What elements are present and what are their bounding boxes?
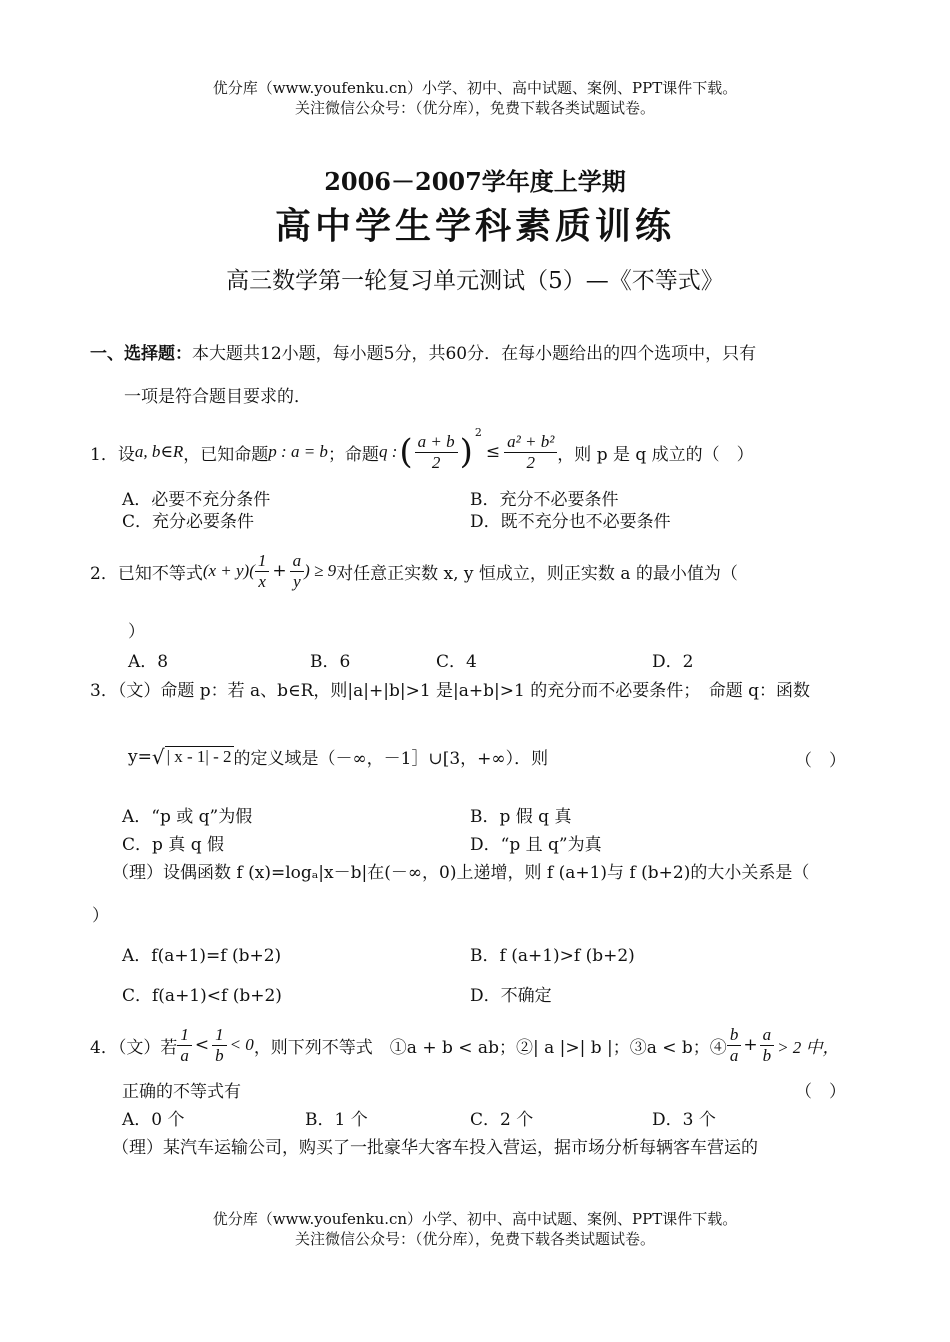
q1-paren-right: ) bbox=[459, 432, 473, 472]
q4-lt0: < 0 bbox=[229, 1035, 254, 1054]
q4-li-line: （理）某汽车运输公司，购买了一批豪华大客车投入营运，据市场分析每辆客车营运的 bbox=[112, 1138, 758, 1158]
title-main: 高中学生学科素质训练 bbox=[274, 205, 675, 247]
q3-option-d: D．“p 且 q”为真 bbox=[470, 835, 602, 855]
question-1 bbox=[90, 424, 754, 480]
q1-option-b: B．充分不必要条件 bbox=[470, 490, 619, 510]
q3-option-b: B．p 假 q 真 bbox=[470, 807, 572, 827]
q4-frac-2: $\frac{1}{b}$ bbox=[212, 1025, 227, 1066]
q2-expr1: (x + y)( bbox=[202, 561, 255, 580]
q3-function bbox=[128, 744, 548, 769]
q4-option-a: A．0 个 bbox=[122, 1110, 185, 1130]
q3-li-close: ） bbox=[92, 906, 109, 926]
q1-lead: 1．设 bbox=[90, 444, 135, 465]
q1-vars: a, b∈R bbox=[134, 442, 184, 461]
q3-y: y= bbox=[128, 746, 152, 767]
q3-li-option-b: B．f (a+1)>f (b+2) bbox=[470, 946, 635, 966]
q4-gt2: > 2 中， bbox=[777, 1037, 840, 1057]
q2-plus: + bbox=[272, 561, 287, 581]
header-line-1: 优分库（www.youfenku.cn）小学、初中、高中试题、案例、PPT课件下载。 bbox=[212, 79, 738, 97]
q2-option-c: C．4 bbox=[436, 652, 477, 672]
q4-lead: 4．（文）若 bbox=[90, 1037, 178, 1058]
q1-prop-p: p : a = b bbox=[268, 442, 328, 461]
q1-option-c: C．充分必要条件 bbox=[122, 512, 255, 532]
q2-frac-2: $\frac{a}{y}$ bbox=[290, 551, 305, 592]
footer-line-2: 关注微信公众号：（优分库），免费下载各类试题试卷。 bbox=[294, 1230, 655, 1248]
q3-li-line-1: （理）设偶函数 f (x)=logₐ|x－b|在(－∞，0)上递增，则 f (a+1)与 f (b+2)的大小关系是（ bbox=[112, 863, 810, 883]
q3-bracket: （ ） bbox=[795, 751, 846, 771]
q2-expr2: ) ≥ 9 bbox=[304, 561, 337, 580]
q2-frac-1: $\frac{1}{x}$ bbox=[255, 551, 270, 592]
q2-lead: 2．已知不等式 bbox=[90, 563, 203, 584]
section-desc-2: 一项是符合题目要求的． bbox=[124, 387, 311, 407]
q1-frac-1: $\frac{a + b}{2}$ bbox=[415, 432, 458, 473]
q3-li-option-c: C．f(a+1)<f (b+2) bbox=[122, 986, 282, 1006]
q2-option-a: A．8 bbox=[128, 652, 169, 672]
title-year: 2006－2007学年度上学期 bbox=[324, 167, 626, 196]
q4-lt: < bbox=[194, 1035, 210, 1055]
q4-frac-3: $\frac{b}{a}$ bbox=[727, 1025, 742, 1066]
section-intro bbox=[90, 339, 756, 364]
q3-sqrt-content: | x - 1| - 2 bbox=[166, 747, 232, 766]
q4-frac-1: $\frac{1}{a}$ bbox=[177, 1025, 192, 1066]
q4-frac-4: $\frac{a}{b}$ bbox=[760, 1025, 775, 1066]
q2-option-d: D．2 bbox=[652, 652, 694, 672]
q1-mid2: ；命题 bbox=[327, 444, 379, 465]
q1-option-d: D．既不充分也不必要条件 bbox=[470, 512, 671, 532]
q2-option-b: B．6 bbox=[310, 652, 351, 672]
section-label: 一、选择题： bbox=[90, 344, 192, 364]
footer-line-1: 优分库（www.youfenku.cn）小学、初中、高中试题、案例、PPT课件下载。 bbox=[212, 1210, 738, 1228]
q1-mid: ，已知命题 bbox=[183, 444, 269, 465]
q3-domain: 的定义域是（－∞，－1］∪[3，+∞）．则 bbox=[233, 749, 549, 769]
question-2 bbox=[90, 544, 738, 598]
q1-tail: ，则 p 是 q 成立的（ ） bbox=[557, 444, 754, 465]
q3-li-option-d: D．不确定 bbox=[470, 986, 552, 1006]
q4-option-d: D．3 个 bbox=[652, 1110, 716, 1130]
q1-le: ≤ bbox=[485, 442, 501, 462]
title-sub: 高三数学第一轮复习单元测试（5）—《不等式》 bbox=[226, 268, 724, 294]
q1-exponent: 2 bbox=[474, 426, 482, 439]
q3-line-1: 3．（文）命题 p：若 a、b∈R，则|a|+|b|>1 是|a+b|>1 的充分而不必要条件； 命题 q：函数 bbox=[90, 681, 811, 701]
q4-bracket: （ ） bbox=[795, 1082, 846, 1102]
q1-prop-q: q : bbox=[378, 442, 398, 461]
q4-option-b: B．1 个 bbox=[305, 1110, 368, 1130]
q4-option-c: C．2 个 bbox=[470, 1110, 534, 1130]
q1-option-a: A．必要不充分条件 bbox=[122, 490, 271, 510]
q1-frac-2: $\frac{\text{a² + b²}}{2}$ bbox=[504, 432, 557, 473]
radical-sign-icon: √ bbox=[151, 744, 165, 769]
q3-option-c: C．p 真 q 假 bbox=[122, 835, 224, 855]
section-desc-1: 本大题共12小题，每小题5分，共60分．在每小题给出的四个选项中，只有 bbox=[192, 344, 757, 364]
q3-li-option-a: A．f(a+1)=f (b+2) bbox=[122, 946, 282, 966]
header-line-2: 关注微信公众号：（优分库），免费下载各类试题试卷。 bbox=[294, 99, 655, 117]
q4-plus: + bbox=[743, 1035, 758, 1055]
q2-tail: 对任意正实数 x, y 恒成立，则正实数 a 的最小值为（ bbox=[336, 563, 738, 584]
q4-line-2: 正确的不等式有 bbox=[122, 1082, 241, 1102]
q2-close: ） bbox=[128, 622, 145, 642]
q4-mid: ，则下列不等式 ①a + b < ab；②| a |>| b |；③a < b；④ bbox=[253, 1037, 727, 1058]
q1-paren-left: ( bbox=[399, 432, 413, 472]
question-4 bbox=[90, 1022, 840, 1068]
q3-option-a: A．“p 或 q”为假 bbox=[122, 807, 253, 827]
